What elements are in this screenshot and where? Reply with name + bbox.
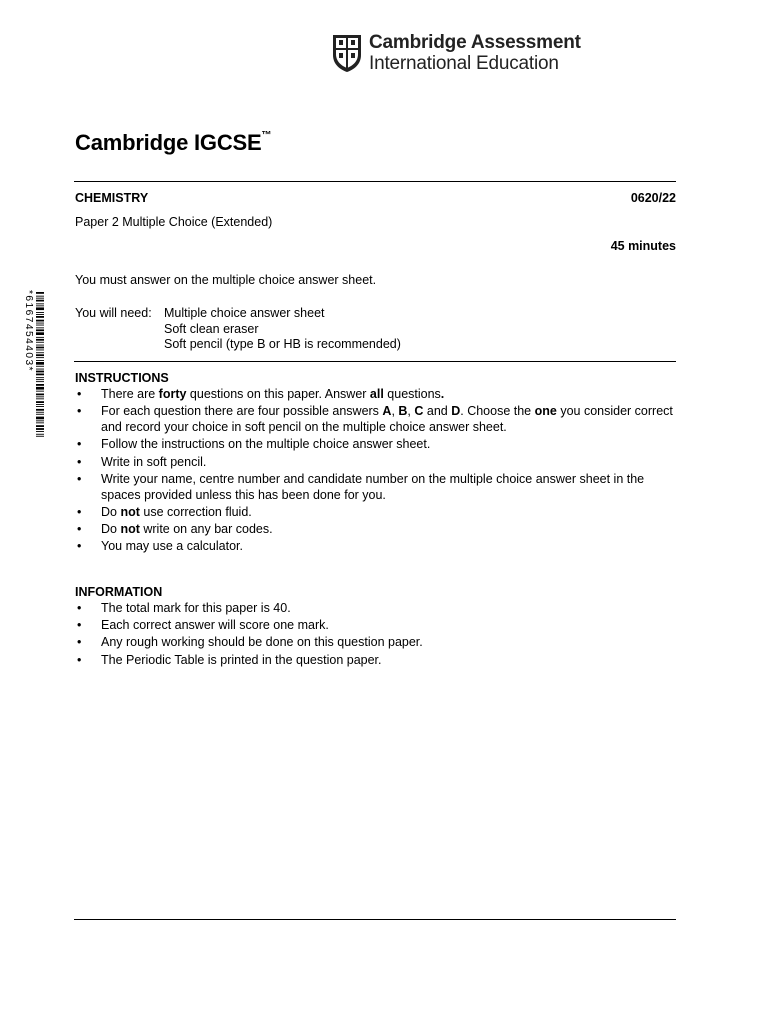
cambridge-shield-icon: [331, 33, 363, 73]
information-heading: INFORMATION: [75, 585, 163, 599]
title-text: Cambridge IGCSE: [75, 130, 262, 155]
information-section: [75, 584, 685, 669]
instructions-item: • You may use a calculator.: [75, 538, 685, 554]
need-item: Soft pencil (type B or HB is recommended): [164, 337, 401, 351]
need-label: You will need:: [75, 306, 152, 320]
instructions-item: • Write in soft pencil.: [75, 454, 685, 470]
org-line-1: Cambridge Assessment: [369, 32, 581, 53]
trademark-mark: ™: [261, 129, 272, 141]
instructions-item: • Do not write on any bar codes.: [75, 521, 685, 537]
information-list: [75, 600, 685, 668]
instructions-item: • For each question there are four possible answers A, B, C and D. Choose the one you consider correct and record your choice in soft pencil on the multiple choice answer sheet.: [75, 403, 685, 435]
need-item: Soft clean eraser: [164, 321, 259, 336]
barcode: [22, 290, 44, 438]
paper-description: Paper 2 Multiple Choice (Extended): [75, 215, 273, 229]
need-item: Multiple choice answer sheet: [164, 306, 325, 320]
instructions-heading: INSTRUCTIONS: [75, 371, 169, 385]
bottom-divider: [74, 919, 676, 920]
information-item: • The Periodic Table is printed in the question paper.: [75, 652, 685, 668]
paper-code: 0620/22: [630, 191, 676, 205]
instructions-section: [75, 370, 685, 556]
instructions-item: • Follow the instructions on the multiple choice answer sheet.: [75, 436, 685, 452]
information-item: • The total mark for this paper is 40.: [75, 600, 685, 616]
information-item: • Each correct answer will score one mark.: [75, 617, 685, 633]
top-divider: [74, 181, 676, 182]
need-list: [164, 305, 401, 352]
org-line-2: International Education: [369, 53, 559, 74]
instructions-item: • Write your name, centre number and candidate number on the multiple choice answer sheet in the spaces provided unless this has been done for you.: [75, 471, 685, 503]
answer-instruction: You must answer on the multiple choice answer sheet.: [75, 273, 377, 287]
instructions-item: • There are forty questions on this paper. Answer all questions.: [75, 386, 685, 402]
duration: 45 minutes: [610, 239, 676, 253]
information-item: • Any rough working should be done on this question paper.: [75, 634, 685, 650]
subject-name: CHEMISTRY: [75, 191, 149, 205]
instructions-item: • Do not use correction fluid.: [75, 504, 685, 520]
instructions-list: [75, 386, 685, 554]
barcode-text: *6167454403*: [23, 290, 34, 372]
cambridge-logo: [331, 32, 581, 74]
page-title: [75, 130, 271, 156]
section-divider: [74, 361, 676, 362]
